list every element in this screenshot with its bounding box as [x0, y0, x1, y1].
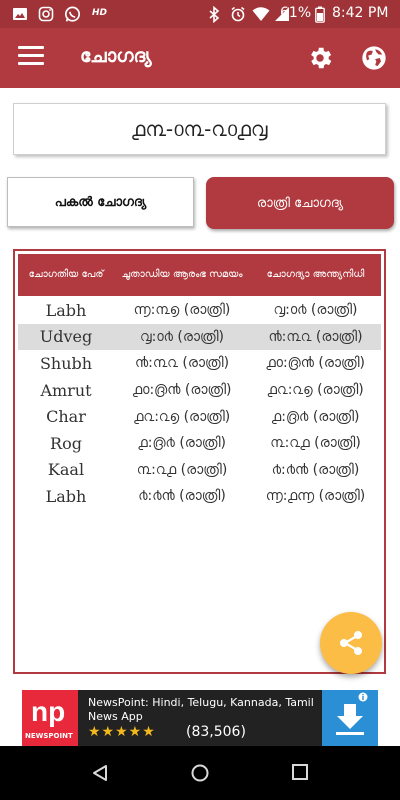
- newspoint-logo: [22, 690, 78, 746]
- logo-text: np: [31, 696, 66, 727]
- row-name: Kaal: [47, 460, 85, 480]
- row-name: Udveg: [39, 327, 93, 347]
- download-button[interactable]: [322, 690, 378, 746]
- night-choghadiya-label: രാത്രി ചോഗദ്യ: [256, 195, 344, 211]
- table-row[interactable]: [18, 403, 381, 430]
- row-start: ൮:൦൪ (രാത്രി): [139, 328, 225, 345]
- table-row[interactable]: [18, 430, 381, 457]
- day-choghadiya-button[interactable]: [7, 177, 194, 227]
- row-name: Labh: [45, 486, 87, 506]
- header-name: ചോഗതിയ പേര്: [28, 269, 104, 280]
- table-row[interactable]: [18, 483, 381, 510]
- row-start: ൧൨:൨൭ (രാത്രി): [133, 408, 231, 425]
- bluetooth-icon: [208, 6, 220, 23]
- row-end: ൧൦:൫൯ (രാത്രി): [265, 355, 366, 372]
- menu-icon[interactable]: [18, 46, 44, 70]
- row-end: ൧൨:൨൭ (രാത്രി): [267, 382, 364, 399]
- header-end-time: ചോഗദ്യാ അന്ത്യനിധി: [266, 269, 365, 280]
- table-row-current[interactable]: [18, 324, 381, 351]
- date-display[interactable]: [13, 103, 386, 155]
- table-row[interactable]: [18, 350, 381, 377]
- whatsapp-icon: [64, 6, 81, 23]
- hd-indicator: HD: [92, 8, 108, 18]
- row-name: Amrut: [40, 380, 92, 400]
- share-icon: [320, 612, 382, 674]
- ad-info-icon[interactable]: [358, 692, 368, 702]
- row-name: Rog: [50, 433, 82, 453]
- recents-icon[interactable]: [291, 763, 309, 781]
- row-end: ൩:൨൧ (രാത്രി): [270, 435, 361, 452]
- table-row[interactable]: [18, 457, 381, 484]
- row-name: Labh: [45, 300, 87, 320]
- row-start: ൧൦:൫൯ (രാത്രി): [132, 382, 232, 399]
- back-icon[interactable]: [90, 763, 110, 783]
- status-bar: [0, 0, 400, 28]
- table-row[interactable]: [18, 377, 381, 404]
- row-end: ൮:൦൪ (രാത്രി): [273, 302, 358, 319]
- row-start: ൧:൫൪ (രാത്രി): [138, 435, 226, 452]
- battery-icon: [315, 6, 325, 23]
- clock: 8:42 PM: [332, 5, 389, 21]
- logo-brand: NEWSPOINT: [25, 732, 73, 740]
- alarm-icon: [230, 6, 246, 22]
- globe-icon[interactable]: [360, 44, 388, 72]
- app-title: ചോഗദ്യ: [80, 45, 152, 67]
- row-start: ൩:൨൧ (രാത്രി): [136, 461, 228, 478]
- table-body: [18, 297, 381, 510]
- row-end: ൬:൧൬ (രാത്രി): [265, 488, 366, 505]
- gear-icon[interactable]: [306, 44, 334, 72]
- app-bar: [0, 28, 400, 88]
- home-icon[interactable]: [190, 763, 210, 783]
- row-end: ൧:൫൪ (രാത്രി): [271, 408, 360, 425]
- row-start: ൬:൩൭ (രാത്രി): [133, 302, 231, 319]
- date-text: ൧൩-൦൩-൨൦൧൮: [131, 117, 268, 141]
- ad-banner[interactable]: [22, 690, 378, 746]
- image-icon: [12, 6, 28, 22]
- row-name: Char: [46, 407, 86, 427]
- header-start-time: ചൂതാഡിയ ആരംഭ സമയം: [121, 269, 243, 280]
- day-choghadiya-label: പകൽ ചോഗദ്യ: [54, 194, 147, 210]
- row-end: ൪:൪൯ (രാത്രി): [271, 461, 360, 478]
- table-row[interactable]: [18, 297, 381, 324]
- instagram-icon: [38, 6, 54, 22]
- ad-title: NewsPoint: Hindi, Telugu, Kannada, Tamil News App: [88, 696, 314, 723]
- navigation-bar: [0, 746, 400, 800]
- share-button[interactable]: [320, 612, 382, 674]
- rating-count: (83,506): [186, 724, 246, 740]
- row-start: ൪:൪൯ (രാത്രി): [138, 488, 226, 505]
- rating-stars: ★★★★★: [88, 724, 156, 740]
- wifi-icon: [252, 6, 270, 22]
- choghadiya-table: [13, 249, 386, 674]
- row-end: ൯:൩൨ (രാത്രി): [268, 328, 363, 345]
- night-choghadiya-button[interactable]: [206, 177, 394, 229]
- row-start: ൯:൩൨ (രാത്രി): [134, 355, 230, 372]
- table-header: [18, 254, 381, 296]
- download-icon: [322, 690, 378, 746]
- battery-percent: 61%: [280, 5, 312, 21]
- row-name: Shubh: [39, 353, 93, 373]
